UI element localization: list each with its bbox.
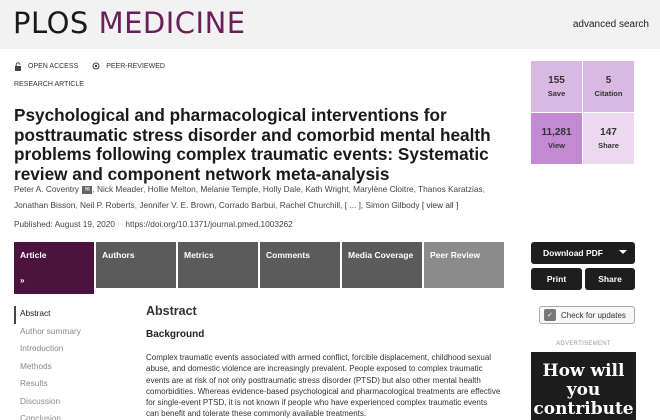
nav-item-author-summary[interactable]: Author summary (20, 325, 81, 336)
abstract-paragraph: Complex traumatic events associated with armed conflict, forcible displacement, childhood sexual abuse, and domestic violence are increasingly prevalent. People exposed to complex traumatic events are at risk of not only posttraumatic stress disorder (PTSD) but also other mental health comorbidities. Whereas evidence-based psychological and pharmacological treatments are effective for single-event PTSD, it is not known if people who have experienced complex traumatic events can benefit and tolerate these commonly available treatments. (146, 353, 501, 419)
nav-item-methods[interactable]: Methods (20, 360, 52, 371)
lock-icon (14, 62, 22, 71)
chevron-down-icon: » (20, 276, 25, 285)
tab-article[interactable]: Article » (14, 242, 94, 294)
open-access-badge: OPEN ACCESS (14, 62, 78, 71)
tab-authors[interactable]: Authors (96, 242, 176, 288)
abstract-heading: Abstract (146, 304, 197, 318)
peer-reviewed-icon (92, 62, 100, 71)
doi-link[interactable]: https://doi.org/10.1371/journal.pmed.1003262 (125, 219, 293, 229)
article-type-label: RESEARCH ARTICLE (14, 81, 84, 88)
metric-view[interactable]: 11,281 View (531, 113, 582, 164)
author-link[interactable]: Thanos Karatzias (418, 184, 483, 194)
author-link[interactable]: Corrado Barbui (218, 199, 276, 210)
advertisement-label: ADVERTISEMENT (556, 341, 611, 347)
crossmark-icon: ✓ (544, 309, 556, 321)
article-section-nav (14, 306, 124, 420)
advanced-search-link[interactable]: advanced search (572, 19, 649, 30)
background-heading: Background (146, 329, 205, 340)
author-list: Peter A. Coventry ✉ , Nick Meader, Hollie Melton, Melanie Temple, Holly Dale, Kath Wright, Marylène Cloitre, Thanos Karatzias, Jonathan Bisson, Neil P. Roberts, Jennifer V. E. Brown, Corrado Barbui, Rachel Churchill, [ ... ], Simon Gilbody [ view all ] (14, 184, 485, 210)
email-icon[interactable]: ✉ (82, 186, 92, 194)
author-link[interactable]: Kath Wright (305, 184, 349, 194)
print-button[interactable]: Print (531, 268, 582, 290)
author-link[interactable]: Jennifer V. E. Brown (139, 199, 215, 210)
article-title: Psychological and pharmacological interventions for posttraumatic stress disorder and comorbid mental health problems following complex traumatic events: Systematic review and component network meta-analysis (14, 105, 491, 184)
metric-save[interactable]: 155 Save (531, 61, 582, 112)
author-link[interactable]: Nick Meader (96, 184, 144, 194)
metric-share[interactable]: 147 Share (583, 113, 634, 164)
check-for-updates-button[interactable]: ✓ Check for updates (539, 306, 635, 324)
view-all-authors-link[interactable]: [ view all ] (421, 199, 459, 210)
publication-info (14, 219, 293, 229)
peer-reviewed-badge: PEER-REVIEWED (92, 62, 165, 71)
download-pdf-button[interactable]: Download PDF (531, 242, 635, 264)
advertisement-text: How will you contribute (533, 361, 634, 419)
tab-metrics[interactable]: Metrics (178, 242, 258, 288)
author-link[interactable]: Melanie Temple (200, 184, 259, 194)
tab-media-coverage[interactable]: Media Coverage (342, 242, 422, 288)
article-tabs (14, 242, 504, 294)
author-link[interactable]: Neil P. Roberts (79, 199, 135, 210)
author-link[interactable]: Rachel Churchill (279, 199, 341, 210)
article-badges (14, 62, 165, 71)
tab-peer-review[interactable]: Peer Review (424, 242, 504, 288)
nav-item-results[interactable]: Results (20, 378, 48, 388)
author-link[interactable]: Simon Gilbody (365, 199, 420, 210)
tab-comments[interactable]: Comments (260, 242, 340, 288)
caret-down-icon[interactable] (619, 250, 627, 254)
advertisement-banner[interactable] (531, 352, 636, 420)
metric-citation[interactable]: 5 Citation (583, 61, 634, 112)
nav-item-discussion[interactable]: Discussion (20, 395, 61, 406)
article-metrics (531, 61, 636, 164)
author-link[interactable]: Marylène Cloitre (353, 184, 414, 194)
more-authors-toggle[interactable]: [ ... ] (344, 199, 361, 210)
nav-item-conclusion[interactable]: Conclusion (20, 413, 62, 420)
author-link[interactable]: Jonathan Bisson (14, 199, 76, 210)
author-link[interactable]: Peter A. Coventry (14, 184, 80, 194)
author-link[interactable]: Hollie Melton (147, 184, 196, 194)
author-link[interactable]: Holly Dale (262, 184, 301, 194)
nav-item-abstract[interactable]: Abstract (14, 306, 124, 324)
masthead (0, 0, 660, 49)
share-button[interactable]: Share (585, 268, 635, 290)
published-date: Published: August 19, 2020 (14, 219, 116, 229)
nav-item-introduction[interactable]: Introduction (20, 343, 64, 353)
plos-medicine-logo[interactable]: PLOS MEDICINE (13, 6, 246, 40)
